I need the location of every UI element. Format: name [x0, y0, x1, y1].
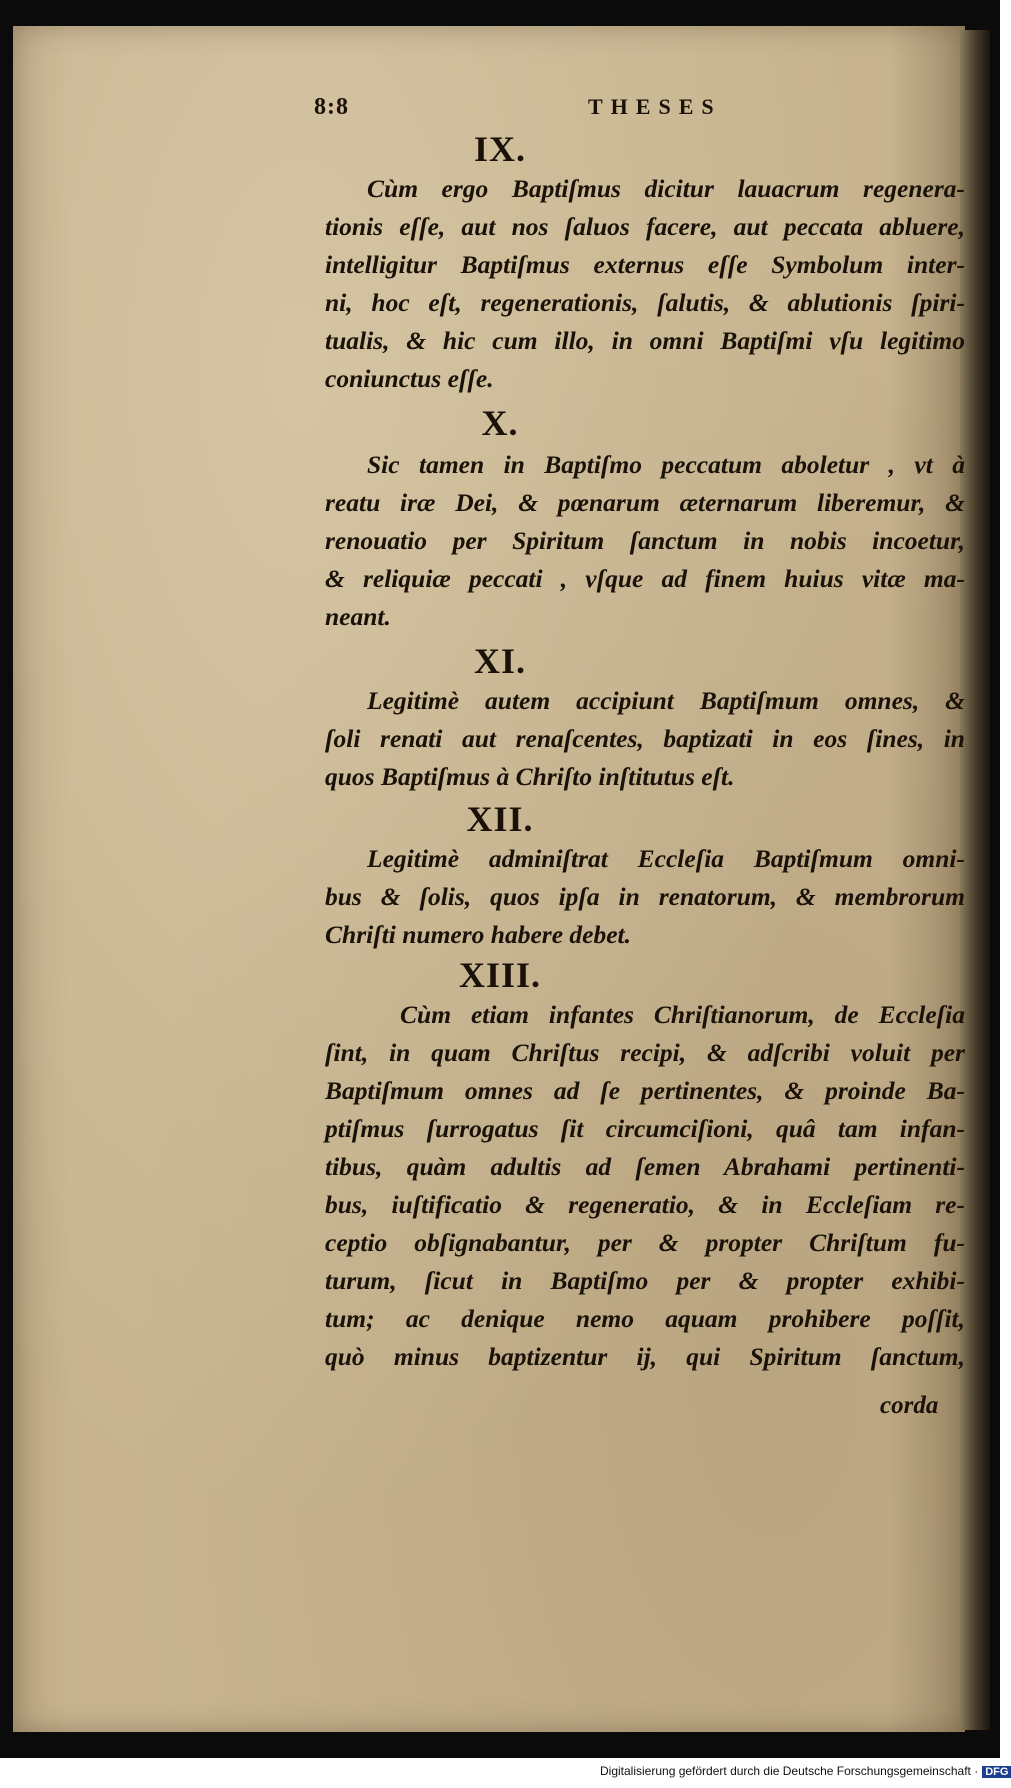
text-line: quò minus baptizentur ij, qui Spiritum ſanctum,: [325, 1342, 965, 1371]
section-heading: XII.: [466, 799, 534, 839]
text-line: ptiſmus ſurrogatus ſit circumciſioni, quâ tam infan-: [325, 1114, 965, 1143]
text-line: Cùm etiam infantes Chriſtianorum, de Eccleſia: [400, 1000, 965, 1029]
digitization-credit: [600, 1764, 1009, 1786]
dfg-logo: DFG: [982, 1766, 1011, 1778]
running-title: THESES: [588, 94, 722, 119]
section-paragraph: [325, 840, 965, 954]
section-paragraph: [325, 996, 965, 1376]
text-line: coniunctus eſſe.: [325, 364, 494, 393]
running-head: [0, 94, 1000, 124]
text-line: Cùm ergo Baptiſmus dicitur lauacrum regenera-: [367, 174, 965, 203]
text-line: ſint, in quam Chriſtus recipi, & adſcribi voluit per: [325, 1038, 965, 1067]
text-line: turum, ſicut in Baptiſmo per & propter exhibi-: [325, 1266, 965, 1295]
text-line: tum; ac denique nemo aquam prohibere poſſit,: [325, 1304, 965, 1333]
credit-text: Digitalisierung gefördert durch die Deutsche Forschungsgemeinschaft ·: [600, 1764, 979, 1778]
section-heading: X.: [481, 403, 519, 443]
text-line: Legitimè adminiſtrat Eccleſia Baptiſmum omni-: [367, 844, 965, 873]
text-line: tionis eſſe, aut nos ſaluos facere, aut peccata abluere,: [325, 212, 965, 241]
text-line: intelligitur Baptiſmus externus eſſe Symbolum inter-: [325, 250, 965, 279]
section-heading: XI.: [473, 641, 526, 681]
text-line: ſoli renati aut renaſcentes, baptizati in eos ſines, in: [325, 724, 965, 753]
text-line: Sic tamen in Baptiſmo peccatum aboletur , vt à: [367, 450, 965, 479]
text-line: bus & ſolis, quos ipſa in renatorum, & membrorum: [325, 882, 965, 911]
text-line: neant.: [325, 602, 391, 631]
text-line: ceptio obſignabantur, per & propter Chriſtum fu-: [325, 1228, 965, 1257]
text-line: Legitimè autem accipiunt Baptiſmum omnes, &: [367, 686, 965, 715]
text-line: tualis, & hic cum illo, in omni Baptiſmi vſu legitimo: [325, 326, 965, 355]
section-heading: XIII.: [458, 955, 542, 995]
text-line: tibus, quàm adultis ad ſemen Abrahami pertinenti-: [325, 1152, 965, 1181]
section-paragraph: [325, 170, 965, 398]
section-heading: IX.: [473, 129, 526, 169]
text-line: reatu iræ Dei, & pœnarum æternarum liberemur, &: [325, 488, 965, 517]
page-number: 8:8: [314, 94, 349, 120]
text-line: ni, hoc eſt, regenerationis, ſalutis, & ablutionis ſpiri-: [325, 288, 965, 317]
text-line: & reliquiæ peccati , vſque ad finem huius vitæ ma-: [325, 564, 965, 593]
catchword: corda: [880, 1392, 939, 1419]
section-paragraph: [325, 682, 965, 796]
section-paragraph: [325, 446, 965, 636]
text-line: Baptiſmum omnes ad ſe pertinentes, & proinde Ba-: [325, 1076, 965, 1105]
text-line: Chriſti numero habere debet.: [325, 920, 632, 949]
text-line: quos Baptiſmus à Chriſto inſtitutus eſt.: [325, 762, 735, 791]
text-line: bus, iuſtificatio & regeneratio, & in Eccleſiam re-: [325, 1190, 965, 1219]
text-line: renouatio per Spiritum ſanctum in nobis incoetur,: [325, 526, 965, 555]
